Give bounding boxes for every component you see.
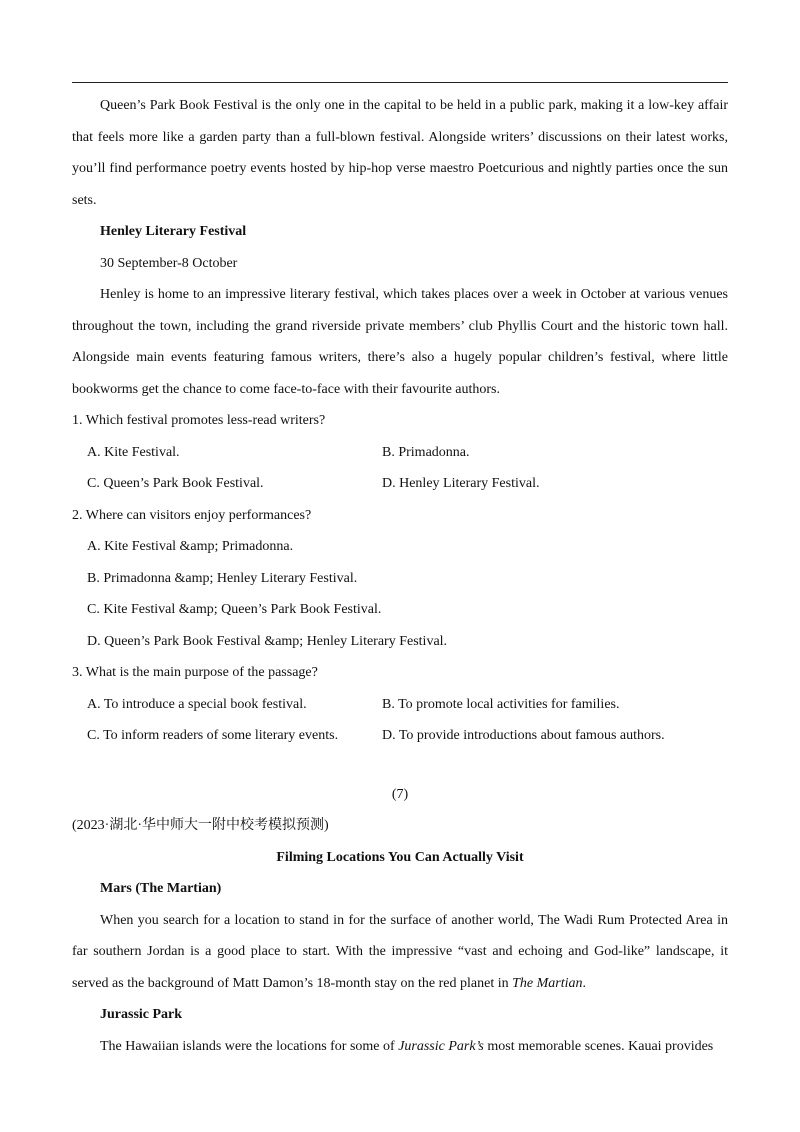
henley-dates: 30 September-8 October: [100, 255, 238, 271]
option-b: B. Primadonna.: [382, 444, 470, 460]
option-c: C. To inform readers of some literary events.: [87, 728, 339, 743]
option-d: D. Henley Literary Festival.: [382, 476, 540, 491]
option-a: A. Kite Festival.: [87, 444, 180, 460]
jurassic-text-end: most memorable scenes. Kauai provides: [483, 1038, 714, 1054]
question-3: [72, 657, 728, 752]
option-b: B. Primadonna &amp; Henley Literary Festival.: [87, 570, 358, 586]
mars-text-end: .: [582, 975, 587, 991]
jurassic-heading: Jurassic Park: [100, 1007, 183, 1022]
document-content: [72, 90, 728, 1062]
option-a: A. To introduce a special book festival.: [87, 696, 307, 712]
film-title-jurassic-park: Jurassic Park’s: [398, 1038, 484, 1054]
option-row: [72, 720, 728, 752]
question-stem: 3. What is the main purpose of the passage?: [72, 665, 318, 680]
queens-park-paragraph: Queen’s Park Book Festival is the only one in the capital to be held in a public park, making it a low-key affair that feels more like a garden party than a full-blown festival. Alongside writers’ discussions on their latest works, you’ll find performance poetry events hosted by hip-hop verse maestro Poetcurious and nightly parties once the sun sets.: [72, 98, 728, 208]
spacer: [72, 752, 728, 779]
option-row: [72, 468, 728, 500]
question-stem: 1. Which festival promotes less-read writers?: [72, 413, 326, 428]
question-stem: 2. Where can visitors enjoy performances?: [72, 507, 312, 523]
question-1: [72, 405, 728, 500]
henley-paragraph: Henley is home to an impressive literary festival, which takes places over a week in October at various venues throughout the town, including the grand riverside private members’ club Phyllis Court and the historic town hall. Alongside main events featuring famous writers, there’s also a hugely popular children’s festival, where little bookworms get the chance to come face-to-face with their favourite authors.: [72, 287, 728, 397]
option-b: B. To promote local activities for families.: [382, 696, 620, 712]
passage-title: Filming Locations You Can Actually Visit: [276, 849, 524, 865]
section-number: (7): [391, 786, 409, 802]
option-d: D. To provide introductions about famous authors.: [382, 728, 665, 743]
option-c: C. Queen’s Park Book Festival.: [87, 476, 264, 491]
mars-heading: Mars (The Martian): [100, 881, 222, 896]
option-a: A. Kite Festival &amp; Primadonna.: [87, 539, 294, 554]
henley-heading: Henley Literary Festival: [100, 224, 247, 239]
jurassic-text: The Hawaiian islands were the locations for some of: [100, 1038, 399, 1054]
option-d: D. Queen’s Park Book Festival &amp; Henley Literary Festival.: [87, 633, 448, 649]
header-rule: [72, 82, 728, 83]
option-c: C. Kite Festival &amp; Queen’s Park Book Festival.: [87, 602, 382, 617]
mars-paragraph: [72, 905, 728, 1000]
source-note: (2023·湖北·华中师大一附中校考模拟预测): [72, 818, 329, 833]
option-row: [72, 689, 728, 721]
question-2: [72, 500, 728, 658]
mars-text: When you search for a location to stand in for the surface of another world, The Wadi Rum Protected Area in far southern Jordan is a good place to start. With the impressive “vast and echoing and God-like” landscape, it served as the background of Matt Damon’s 18-month stay on the red planet in: [72, 912, 728, 991]
jurassic-paragraph: [72, 1031, 728, 1063]
option-row: [72, 437, 728, 469]
film-title-the-martian: The Martian: [512, 975, 583, 991]
